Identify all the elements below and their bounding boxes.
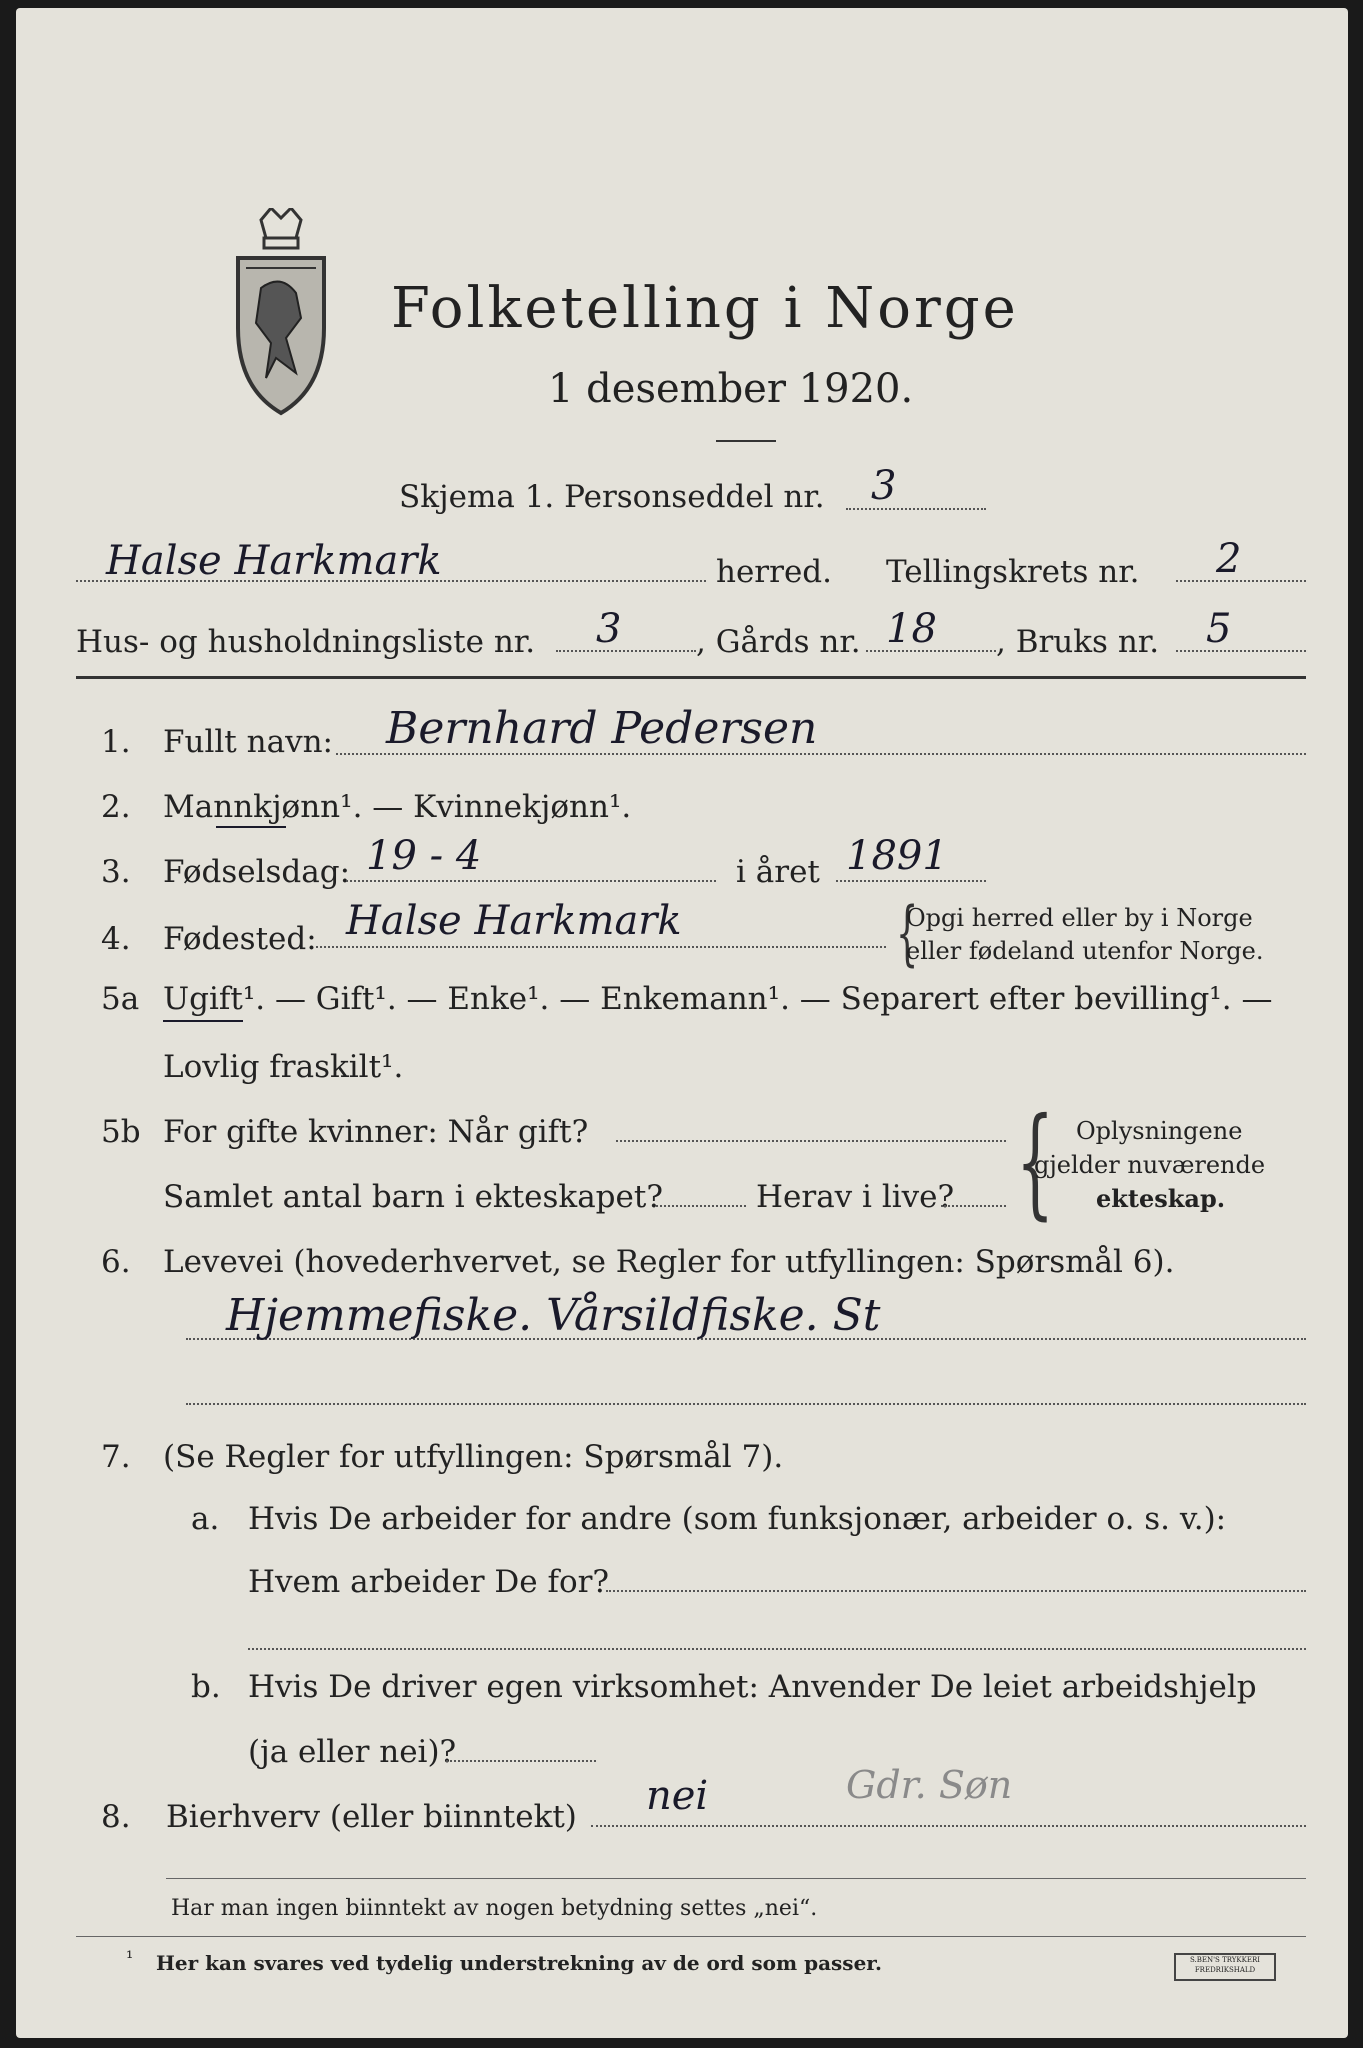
q1-number: 1. <box>101 724 131 760</box>
q2-text: Mannkjønn¹. — Kvinnekjønn¹. <box>163 789 632 825</box>
q2-underline <box>216 826 286 828</box>
q5b-label: For gifte kvinner: Når gift? <box>163 1114 589 1150</box>
q8-value: nei <box>646 1773 709 1819</box>
q5a-underline <box>163 1020 243 1022</box>
bruks-line <box>1176 650 1306 652</box>
q8-pencil-note: Gdr. Søn <box>846 1763 1013 1807</box>
q7b-label: (ja eller nei)? <box>248 1734 457 1770</box>
skjema-label: Skjema 1. Personseddel nr. <box>399 479 825 515</box>
q6-line-2 <box>186 1403 1306 1405</box>
q4-note-line2: eller fødeland utenfor Norge. <box>906 937 1264 965</box>
q5b-label-3: Herav i live? <box>756 1179 955 1215</box>
q4-line <box>316 946 886 948</box>
q5a-text: Ugift¹. — Gift¹. — Enke¹. — Enkemann¹. — Separert efter bevilling¹. — <box>163 981 1273 1017</box>
footnote-divider <box>76 1936 1306 1937</box>
q3-label: Fødselsdag: <box>163 854 351 890</box>
q5b-note-line2: gjelder nuværende <box>1034 1151 1266 1179</box>
q8-line <box>591 1825 1306 1827</box>
q7b-number: b. <box>191 1669 221 1705</box>
q8-number: 8. <box>101 1799 131 1835</box>
q1-label: Fullt navn: <box>163 724 333 760</box>
personseddel-value: 3 <box>871 463 897 509</box>
q5b-number: 5b <box>101 1114 141 1150</box>
gards-value: 18 <box>886 606 937 652</box>
q6-text: Levevei (hovederhvervet, se Regler for utfyllingen: Spørsmål 6). <box>163 1244 1175 1280</box>
husliste-label: Hus- og husholdningsliste nr. <box>76 624 536 660</box>
q7a-line <box>606 1590 1306 1592</box>
q4-brace: { <box>896 892 919 974</box>
footnote-text: Her kan svares ved tydelig understrekning av de ord som passer. <box>156 1951 882 1975</box>
q3-line <box>346 880 716 882</box>
q7a-number: a. <box>191 1501 220 1537</box>
form-date: 1 desember 1920. <box>548 366 914 412</box>
q7b-text: Hvis De driver egen virksomhet: Anvender De leiet arbeidshjelp <box>248 1669 1257 1705</box>
q7b-line <box>446 1760 596 1762</box>
footer-note: Har man ingen biinntekt av nogen betydning settes „nei“. <box>171 1896 818 1921</box>
footer-divider <box>166 1878 1306 1879</box>
herred-label: herred. <box>716 554 832 590</box>
q7-text: (Se Regler for utfyllingen: Spørsmål 7). <box>163 1439 784 1475</box>
q4-note-line1: Opgi herred eller by i Norge <box>906 904 1253 932</box>
personseddel-line <box>846 508 986 510</box>
q2-number: 2. <box>101 789 131 825</box>
q5a-text-2: Lovlig fraskilt¹. <box>163 1049 404 1085</box>
tellingskrets-label: Tellingskrets nr. <box>886 554 1140 590</box>
q5b-line-2 <box>656 1205 746 1207</box>
q3-value: 19 - 4 <box>366 833 482 879</box>
q5b-note-line1: Oplysningene <box>1076 1117 1243 1145</box>
q4-value: Halse Harkmark <box>346 898 682 944</box>
q5a-number: 5a <box>101 981 140 1017</box>
q3-year-value: 1891 <box>846 833 948 879</box>
form-title: Folketelling i Norge <box>391 276 1019 341</box>
header-rule <box>76 676 1306 679</box>
census-form <box>16 8 1348 2038</box>
bruks-label: , Bruks nr. <box>996 624 1160 660</box>
q5b-line <box>616 1140 1006 1142</box>
q7a-text: Hvis De arbeider for andre (som funksjonær, arbeider o. s. v.): <box>248 1501 1227 1537</box>
bruks-value: 5 <box>1206 606 1232 652</box>
printer-stamp: S.BEN'S TRYKKERI FREDRIKSHALD <box>1174 1953 1276 1981</box>
norwegian-coat-of-arms-icon <box>226 208 336 418</box>
title-divider <box>716 440 776 442</box>
q7a-line-2 <box>248 1648 1306 1650</box>
q1-value: Bernhard Pedersen <box>386 703 818 754</box>
q3-year-label: i året <box>736 854 820 890</box>
q8-label: Bierhverv (eller biinntekt) <box>166 1799 577 1835</box>
q4-number: 4. <box>101 921 131 957</box>
q7a-label: Hvem arbeider De for? <box>248 1564 610 1600</box>
q3-number: 3. <box>101 854 131 890</box>
herred-value: Halse Harkmark <box>106 538 442 584</box>
husliste-line <box>556 650 696 652</box>
q6-value: Hjemmefiske. Vårsildfiske. St <box>226 1290 881 1341</box>
q5b-line-3 <box>941 1205 1006 1207</box>
q5b-note-line3: ekteskap. <box>1096 1184 1226 1213</box>
q3-year-line <box>836 880 986 882</box>
gards-label: , Gårds nr. <box>696 624 861 660</box>
q5b-brace: { <box>1016 1093 1055 1232</box>
q7-number: 7. <box>101 1439 131 1475</box>
tellingskrets-value: 2 <box>1216 536 1242 582</box>
footnote-mark: ¹ <box>126 1948 134 1969</box>
husliste-value: 3 <box>596 606 622 652</box>
q5b-label-2: Samlet antal barn i ekteskapet? <box>163 1179 663 1215</box>
q6-number: 6. <box>101 1244 131 1280</box>
q4-label: Fødested: <box>163 921 317 957</box>
